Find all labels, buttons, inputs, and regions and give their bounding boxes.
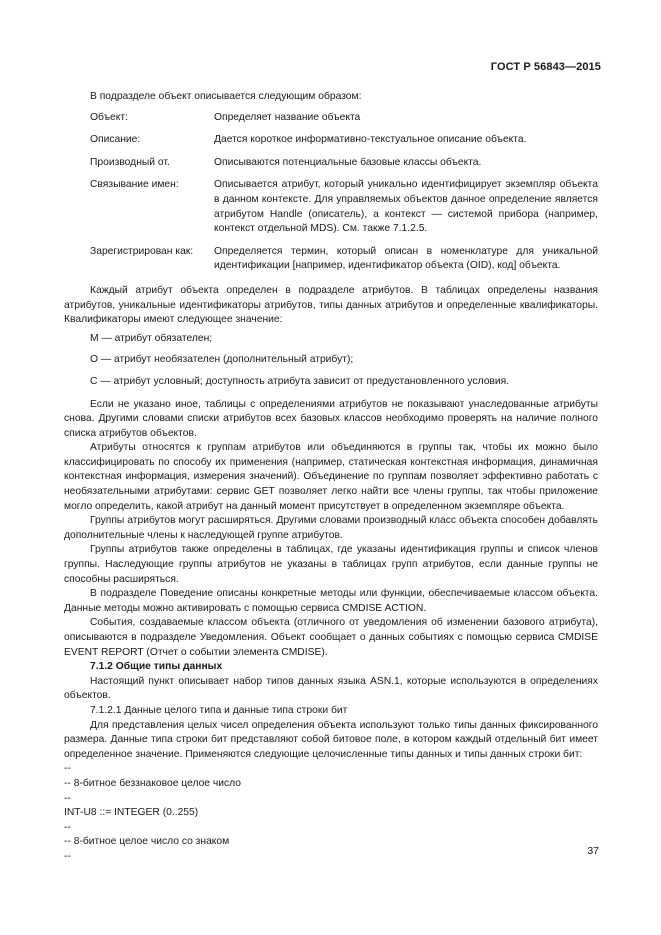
- body-paragraph: Атрибуты относятся к группам атрибутов или объединяются в группы так, чтобы их можно было классифицировать по способу их применения (например, статическая контекстная информация, динамичная контекстная информация, измерения значений). Объединение по группам позволяет эффективно работать с необязательными атрибутами: сервис GET позволяет легко найти все члены группы, так чтобы приложение могло определить, какой атрибут на данный момент присутствует в определенном экземпляре объекта.: [64, 442, 598, 512]
- definition-description: Определяет название объекта: [214, 111, 361, 123]
- code-line: -- 8-битное целое число со знаком: [64, 836, 230, 848]
- code-line: INT-U8 ::= INTEGER (0..255): [64, 807, 199, 819]
- code-line: --: [64, 792, 71, 804]
- qualifier-list: [90, 332, 598, 390]
- definition-term: Зарегистрирован как:: [90, 245, 194, 257]
- definition-row: [90, 111, 598, 126]
- definition-description: Описывается атрибут, который уникально идентифицирует экземпляр объекта в данном контексте. Для управляемых объектов данное определение является атрибутом Handle (описатель), а контекст — системой прибора (например, контекст отдельной MDS). См. также 7.1.2.5.: [214, 179, 598, 235]
- body-paragraph: Группы атрибутов могут расширяться. Другими словами производный класс объекта способен добавлять дополнительные члены к наследующей группе атрибутов.: [64, 515, 598, 541]
- body-paragraph: В подразделе Поведение описаны конкретные методы или функции, обеспечиваемые классом объекта. Данные методы можно активировать с помощью сервиса CMDISE ACTION.: [64, 588, 598, 614]
- definition-description: Определяется термин, который описан в номенклатуре для уникальной идентификации [например, идентификатор объекта (OID), код] объекта.: [214, 245, 598, 272]
- code-line: --: [64, 850, 71, 862]
- code-block: [64, 762, 598, 864]
- page-content: [64, 90, 598, 865]
- definition-term: Объект:: [90, 111, 128, 123]
- code-line: --: [64, 763, 71, 775]
- qualifier-item: О — атрибут необязателен (дополнительный атрибут);: [90, 354, 354, 366]
- attributes-paragraph: Каждый атрибут объекта определен в подразделе атрибутов. В таблицах определены названия атрибутов, уникальные идентификаторы атрибутов, типы данных атрибутов и определенные квалификаторы. Квалификаторы имеют следующее значение:: [64, 284, 598, 326]
- subsection-paragraph: Для представления целых чисел определения объекта используют только типы данных фиксированного размера. Данные типа строки бит представляют собой битовое поле, в котором каждый отдельный бит имеет определенное значение. Применяются следующие целочисленные типы данных и типы данных строки бит:: [64, 719, 598, 760]
- code-line: --: [64, 821, 71, 833]
- code-line: -- 8-битное беззнаковое целое число: [64, 777, 241, 789]
- qualifier-item: М — атрибут обязателен;: [90, 332, 213, 344]
- definition-row: [90, 133, 598, 148]
- definition-list: [90, 111, 598, 274]
- definition-row: [90, 178, 598, 236]
- standard-header: ГОСТ Р 56843—2015: [490, 61, 601, 73]
- qualifier-item: С — атрибут условный; доступность атрибута зависит от предустановленного условия.: [90, 375, 510, 387]
- body-paragraph: Если не указано иное, таблицы с определениями атрибутов не показывают унаследованные атрибуты снова. Другими словами списки атрибутов всех базовых классов необходимо проверять на наличие полного списка атрибутов объектов.: [64, 398, 598, 439]
- section-paragraph: Настоящий пункт описывает набор типов данных языка ASN.1, которые используются в определениях объектов.: [64, 675, 598, 702]
- definition-description: Описываются потенциальные базовые классы объекта.: [214, 156, 482, 168]
- definition-term: Описание:: [90, 134, 141, 146]
- page-number: 37: [587, 845, 599, 857]
- definition-term: Производный от.: [90, 156, 170, 168]
- definition-row: [90, 156, 598, 171]
- definition-term: Связывание имен:: [90, 179, 179, 191]
- body-paragraph: События, создаваемые классом объекта (отличного от уведомления об изменении базового атрибута), описываются в подразделе Уведомления. Объект сообщает о данных событиях с помощью сервиса CMDISE EVENT REPORT (Отчет о событии элемента CMDISE).: [64, 617, 598, 658]
- body-paragraph: Группы атрибутов также определены в таблицах, где указаны идентификация группы и список членов группы. Наследующие группы атрибутов не указаны в таблицах групп атрибутов, если данные группы не способны расширяться.: [64, 544, 598, 585]
- section-heading: 7.1.2 Общие типы данных: [90, 661, 223, 673]
- definition-description: Дается короткое информативно-текстуальное описание объекта.: [214, 134, 527, 146]
- subsection-heading: 7.1.2.1 Данные целого типа и данные типа строки бит: [90, 704, 348, 716]
- intro-paragraph: В подразделе объект описывается следующим образом:: [90, 91, 362, 102]
- definition-row: [90, 245, 598, 274]
